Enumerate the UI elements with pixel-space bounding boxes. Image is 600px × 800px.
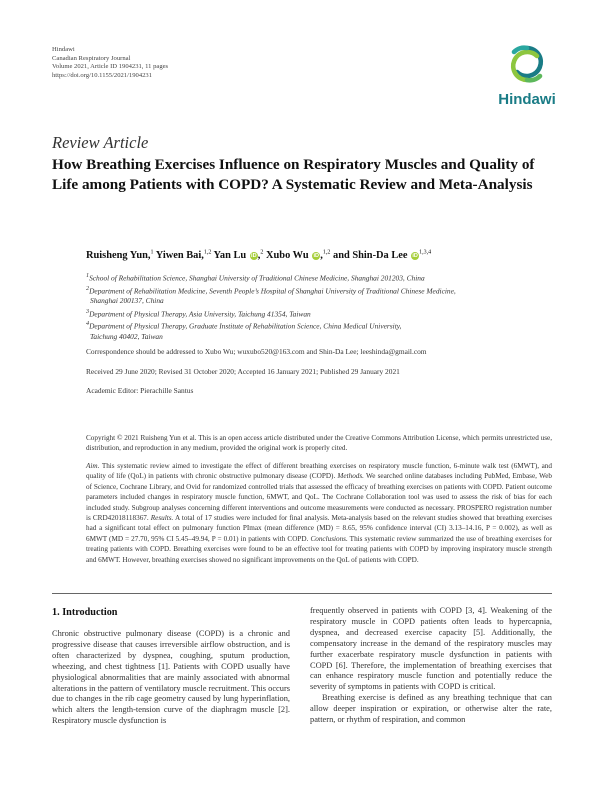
section-divider [52,593,552,594]
author: Yiwen Bai,$^{1,2}$ [155,250,212,262]
article-type: Review Article [52,133,149,152]
affiliation: $^3$Department of Physical Therapy, Asia University, Taichung 41354, Taiwan [86,308,311,319]
publisher-name: Hindawi [52,46,75,53]
affiliation: $^4$Department of Physical Therapy, Graduate Institute of Rehabilitation Science, China Medical University, Taichung 40402, Taiwan [86,321,402,341]
author-list [86,250,431,261]
abstract-aim-label: Aim. [86,462,100,470]
doi-link[interactable]: https://doi.org/10.1155/2021/1904231 [52,71,153,79]
hindawi-wordmark: Hindawi [498,91,556,108]
copyright-notice: Copyright © 2021 Ruisheng Yun et al. This is an open access article distributed under the Creative Commons Attribution License, which permits unrestricted use, distribution, and reproduction in any medium, provided the original work is properly cited. [86,434,552,453]
affiliations [86,271,556,342]
author: and Shin-Da Lee iD$^{1,3,4}$ [333,250,432,262]
abstract-aim: This systematic review aimed to investigate the effect of different breathing exercises on respiratory muscle function, 6-minute walk test (6MWT), and quality of life (QoL) in patients with chronic obstructive pulmonary disease (COPD). [86,462,552,481]
orcid-icon[interactable]: iD [251,253,257,260]
abstract-results-label: Results. [148,514,174,523]
abstract-methods-label: Methods. [335,472,364,481]
orcid-icon[interactable]: iD [313,253,320,260]
section-heading: 1. Introduction [52,607,118,618]
correspondence: Correspondence should be addressed to Xubo Wu; wuxubo520@163.com and Shin-Da Lee; leeshinda@gmail.com [86,347,427,356]
body-column-left [52,629,290,727]
abstract [86,461,552,565]
academic-editor: Academic Editor: Pierachille Santus [86,386,194,395]
abstract-conclusions: This systematic review summarized the use of breathing exercises for treating patients with COPD. Breathing exercises were found to be an effective tool for treating patients with COPD by improving inspiratory muscle strength and 6MWT. However, breathing exercises showed no significant improvements on the QoL of patients with COPD. [86,534,552,564]
orcid-icon[interactable]: iD [412,253,418,260]
volume-line: Volume 2021, Article ID 1904231, 11 pages [52,63,169,71]
affiliation: $^2$Department of Rehabilitation Medicine, Seventh People’s Hospital of Shanghai University of Traditional Chinese Medicine, Shanghai 200137, China [86,285,456,306]
abstract-results: A total of 17 studies were included for final analysis. Meta-analysis based on the relevant studies showed that breathing exercises had a significant total effect on pulmonary function PImax (mean difference (MD) = 8.65, 95% confidence interval (CI) 3.13–14.16, P = 0.002), as well as 6MWT (MD = 27.70, 95% CI 5.45–49.94, P = 0.01) in patients with COPD. [86,514,553,543]
abstract-methods: We searched online databases including PubMed, Embase, Web of Science, Cochrane Library, and Ovid for randomized controlled trials that assessed the efficacy of breathing exercises on patients with COPD. Patient outcome parameters included changes in respiratory muscle function, 6MWT, and QoL. The Cochrane Collaboration tool was used to assess the risk of bias for each included study. Subgroup analyses concerning different interventions and outcome measurements were conducted as necessary. PROSPERO registration number is CRD42018118367. [86,472,552,523]
affiliation: $^1$School of Rehabilitation Science, Shanghai University of Traditional Chinese Medicine, Shanghai 201203, China [86,273,425,283]
paragraph: frequently observed in patients with COPD [3, 4]. Weakening of the respiratory muscle in COPD patients often leads to hypercapnia, dyspnea, and decreased exercise capacity [5]. Additionally, the compensatory increase in the demand of the respiratory muscles may further exacerbate respiratory muscle dysfunction in patients with COPD [6]. Therefore, the implementation of breathing exercises that can enhance respiratory muscle function and potentially reduce the severity of symptoms in patients with COPD is critical. [310,606,552,692]
author: Ruisheng Yun,$^1$ [86,250,154,262]
author: Yan Lu iD,$^2$ [213,250,264,262]
publication-dates: Received 29 June 2020; Revised 31 October 2020; Accepted 16 January 2021; Published 29 January 2021 [86,367,400,376]
author: Xubo Wu iD,$^{1,2}$ [266,250,331,262]
paragraph: Chronic obstructive pulmonary disease (COPD) is a chronic and progressive disease that causes irreversible airflow obstruction, and is often characterized by dyspnea, coughing, sputum production, wheezing, and chest tightness [1]. Patients with COPD usually have physiological abnormalities that are mainly associated with abnormal alterations in the pattern of ventilatory muscle recruitment. This occurs due to changes in the rib cage geometry caused by lung hyperinflation, which alters the length-tension curve of the diaphragm muscle [2]. Respiratory muscle dysfunction is [52,629,290,726]
paragraph: Breathing exercise is defined as any breathing technique that can allow deeper inspiration or expiration, or otherwise alter the rate, pattern, or rhythm of respiration, and common [310,693,552,725]
paper-title: How Breathing Exercises Influence on Respiratory Muscles and Quality of Life among Patients with COPD? A Systematic Review and Meta-Analysis [52,156,535,193]
journal-name: Canadian Respiratory Journal [52,54,131,62]
hindawi-rings-icon [494,38,560,90]
journal-header [52,46,168,80]
abstract-conclusions-label: Conclusions. [308,534,348,543]
hindawi-logo [494,38,560,108]
body-column-right [310,606,552,726]
